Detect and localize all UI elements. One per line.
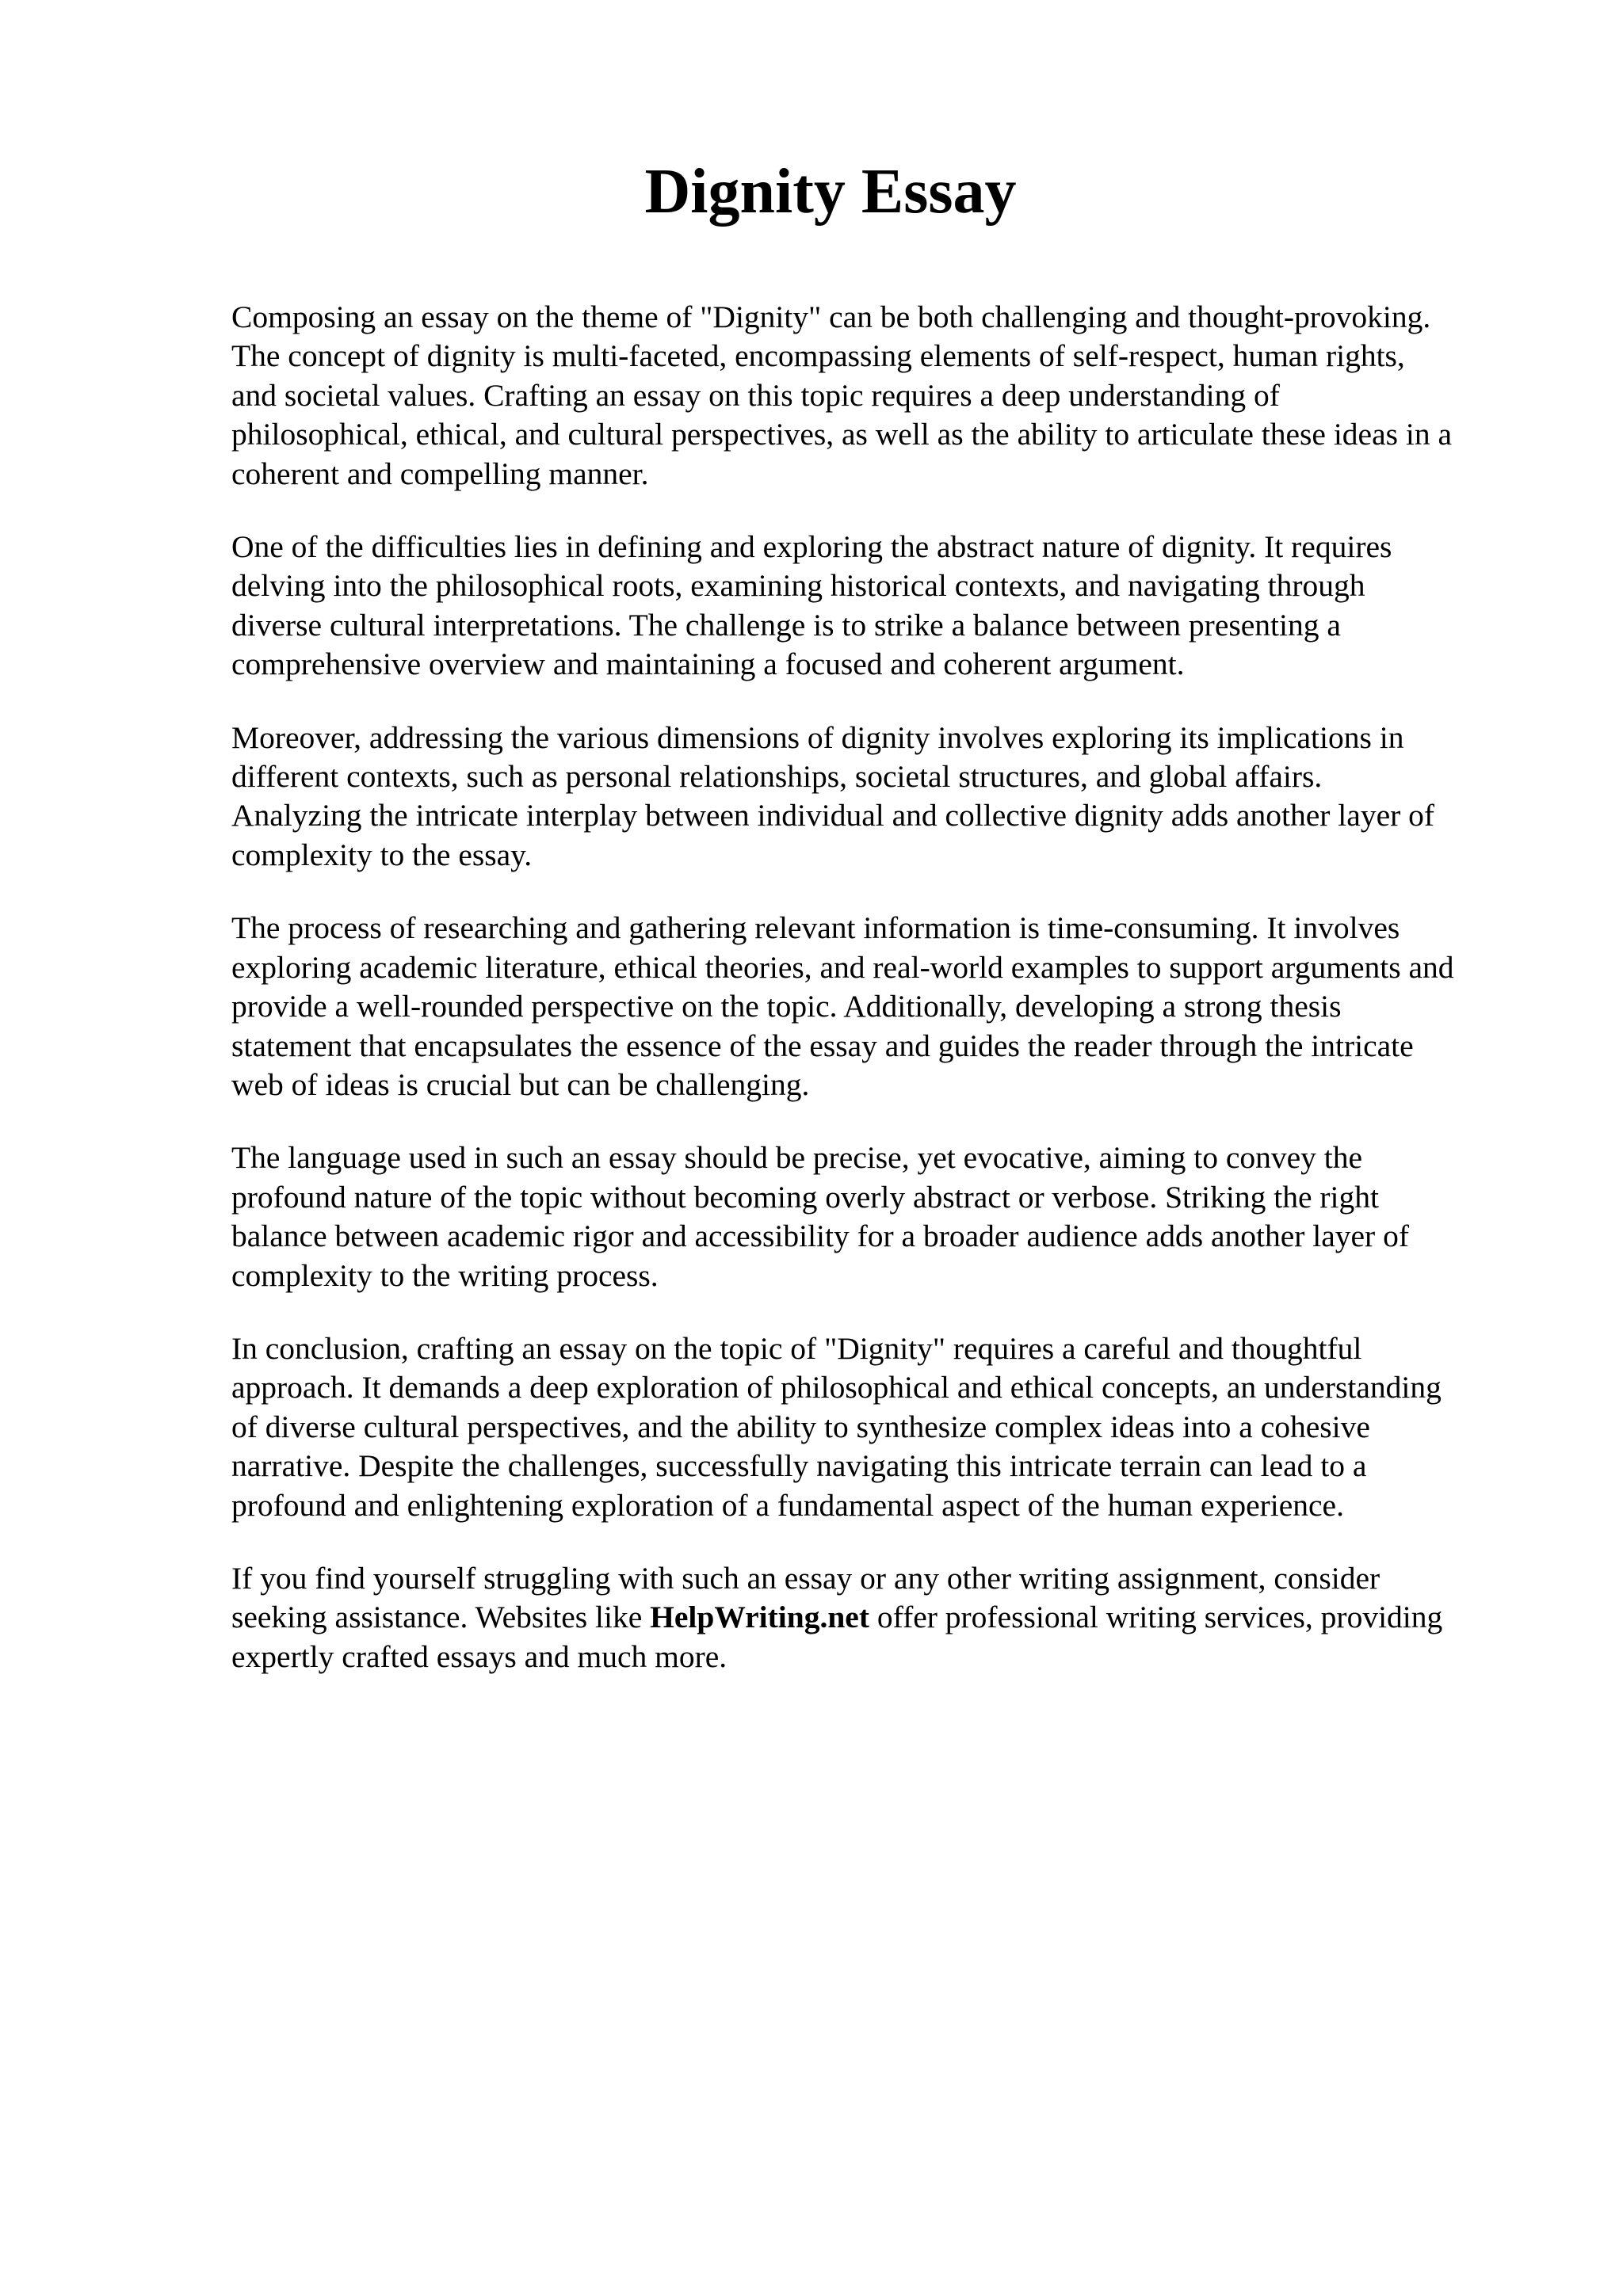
text-line: The language used in such an essay should be precise, yet evocative, aiming to convey the [231,1140,1363,1176]
paragraph-5 [231,1138,1531,1295]
text-line: profound and enlightening exploration of a fundamental aspect of the human experience. [231,1487,1344,1523]
text-segment: offer professional writing services, providing [869,1600,1443,1635]
text-line: different contexts, such as personal relationships, societal structures, and global affairs. [231,759,1323,795]
text-line: expertly crafted essays and much more. [231,1638,727,1674]
essay-body [231,298,1531,1711]
text-line: exploring academic literature, ethical theories, and real-world examples to support arguments and [231,949,1454,985]
paragraph-4 [231,909,1531,1104]
paragraph-2 [231,528,1531,685]
text-line: comprehensive overview and maintaining a focused and coherent argument. [231,646,1185,682]
text-line: of diverse cultural perspectives, and the ability to synthesize complex ideas into a cohesive [231,1409,1370,1444]
text-line: web of ideas is crucial but can be challenging. [231,1066,810,1102]
text-line: provide a well-rounded perspective on the topic. Additionally, developing a strong thesis [231,989,1342,1024]
text-line: statement that encapsulates the essence of the essay and guides the reader through the intricate [231,1028,1414,1063]
text-line: In conclusion, crafting an essay on the topic of "Dignity" requires a careful and thoughtful [231,1330,1362,1366]
paragraph-1 [231,298,1531,494]
text-line: complexity to the writing process. [231,1257,659,1293]
text-line: Analyzing the intricate interplay between individual and collective dignity adds another layer of [231,798,1435,833]
text-line: The process of researching and gathering relevant information is time-consuming. It involves [231,910,1400,946]
text-line-with-link [231,1598,1531,1637]
text-line: Moreover, addressing the various dimensions of dignity involves exploring its implications in [231,719,1404,755]
paragraph-closing [231,1559,1531,1676]
text-line: Composing an essay on the theme of "Dignity" can be both challenging and thought-provoking. [231,299,1431,334]
text-line: delving into the philosophical roots, examining historical contexts, and navigating through [231,568,1365,604]
text-line: approach. It demands a deep exploration of philosophical and ethical concepts, an understanding [231,1370,1442,1405]
paragraph-6 [231,1329,1531,1525]
page-title: Dignity Essay [644,157,1017,227]
text-line: narrative. Despite the challenges, successfully navigating this intricate terrain can lead to a [231,1448,1367,1484]
text-line: and societal values. Crafting an essay on this topic requires a deep understanding of [231,377,1280,413]
helpwriting-link[interactable]: HelpWriting.net [650,1600,869,1635]
text-line: One of the difficulties lies in defining and exploring the abstract nature of dignity. It requires [231,529,1392,565]
text-line: If you find yourself struggling with such an essay or any other writing assignment, consider [231,1560,1381,1596]
text-segment: seeking assistance. Websites like [231,1600,651,1635]
text-line: The concept of dignity is multi-faceted, encompassing elements of self-respect, human rights, [231,338,1405,374]
text-line: coherent and compelling manner. [231,456,649,491]
paragraph-3 [231,719,1531,875]
text-line: diverse cultural interpretations. The challenge is to strike a balance between presenting a [231,607,1341,643]
text-line: profound nature of the topic without becoming overly abstract or verbose. Striking the right [231,1179,1379,1215]
text-line: complexity to the essay. [231,837,533,872]
text-line: philosophical, ethical, and cultural perspectives, as well as the ability to articulate these ideas in a [231,417,1452,452]
text-line: balance between academic rigor and accessibility for a broader audience adds another layer of [231,1219,1409,1254]
